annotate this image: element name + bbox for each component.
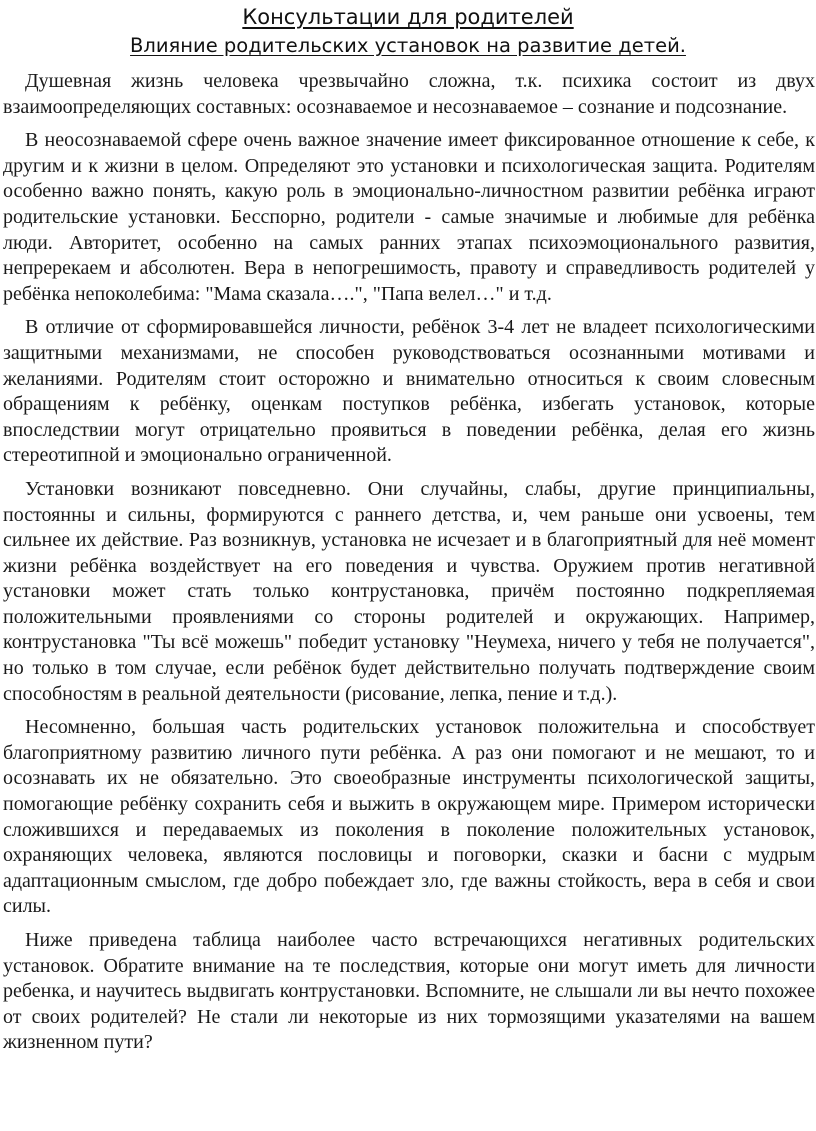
paragraph-4: Установки возникают повседневно. Они случайны, слабы, другие принципиальны, постоянны и сильны, формируются с раннего детства, и, чем раньше они усвоены, тем сильнее их действие. Раз возникнув, установка не исчезает и в благоприятный для неё момент жизни ребёнка воздействует на его поведения и чувства. Оружием против негативной установки может стать только контрустановка, причём постоянно подкрепляемая положительными проявлениями со стороны родителей и окружающих. Например, контрустановка "Ты всё можешь" победит установку "Неумеха, ничего у тебя не получается", но только в том случае, если ребёнок будет действительно получать подтверждение своим способностям в реальной деятельности (рисование, лепка, пение и т.д.).	[3, 477, 815, 705]
paragraph-2: В неосознаваемой сфере очень важное значение имеет фиксированное отношение к себе, к другим и к жизни в целом. Определяют это установки и психологическая защита. Родителям особенно важно понять, какую роль в эмоционально-личностном развитии ребёнка играют родительские установки. Бесспорно, родители - самые значимые и любимые для ребёнка люди. Авторитет, особенно на самых ранних этапах психоэмоционального развития, непререкаем и абсолютен. Вера в непогрешимость, правоту и справедливость родителей у ребёнка непоколебима: "Мама сказала….", "Папа велел…" и т.д.	[3, 129, 815, 305]
paragraph-5: Несомненно, большая часть родительских установок положительна и способствует благоприятному развитию личного пути ребёнка. А раз они помогают и не мешают, то и осознавать их не обязательно. Это своеобразные инструменты психологической защиты, помогающие ребёнку сохранить себя и выжить в окружающем мире. Примером исторически сложившихся и передаваемых из поколения в поколение положительных установок, охраняющих человека, являются пословицы и поговорки, сказки и басни с мудрым адаптационным смыслом, где добро побеждает зло, где важны стойкость, вера в себя и свои силы.	[3, 716, 815, 918]
document-body	[3, 69, 815, 1064]
paragraph-3: В отличие от сформировавшейся личности, ребёнок 3-4 лет не владеет психологическими защитными механизмами, не способен руководствоваться осознанными мотивами и желаниями. Родителям стоит осторожно и внимательно относиться к своим словесным обращениям к ребёнку, оценкам поступков ребёнка, избегать установок, которые впоследствии могут отрицательно проявиться в поведении ребёнка, делая его жизнь стереотипной и эмоционально ограниченной.	[3, 316, 815, 467]
document-subtitle: Влияние родительских установок на развитие детей.	[130, 34, 686, 57]
document-title: Консультации для родителей	[242, 5, 574, 29]
paragraph-1: Душевная жизнь человека чрезвычайно сложна, т.к. психика состоит из двух взаимоопределяющих составных: осознаваемое и несознаваемое – сознание и подсознание.	[3, 70, 815, 118]
paragraph-6: Ниже приведена таблица наиболее часто встречающихся негативных родительских установок. Обратите внимание на те последствия, которые они могут иметь для личности ребенка, и научитесь выдвигать контрустановки. Вспомните, не слышали ли вы нечто похожее от своих родителей? Не стали ли некоторые из них тормозящими указателями на вашем жизненном пути?	[3, 929, 815, 1054]
